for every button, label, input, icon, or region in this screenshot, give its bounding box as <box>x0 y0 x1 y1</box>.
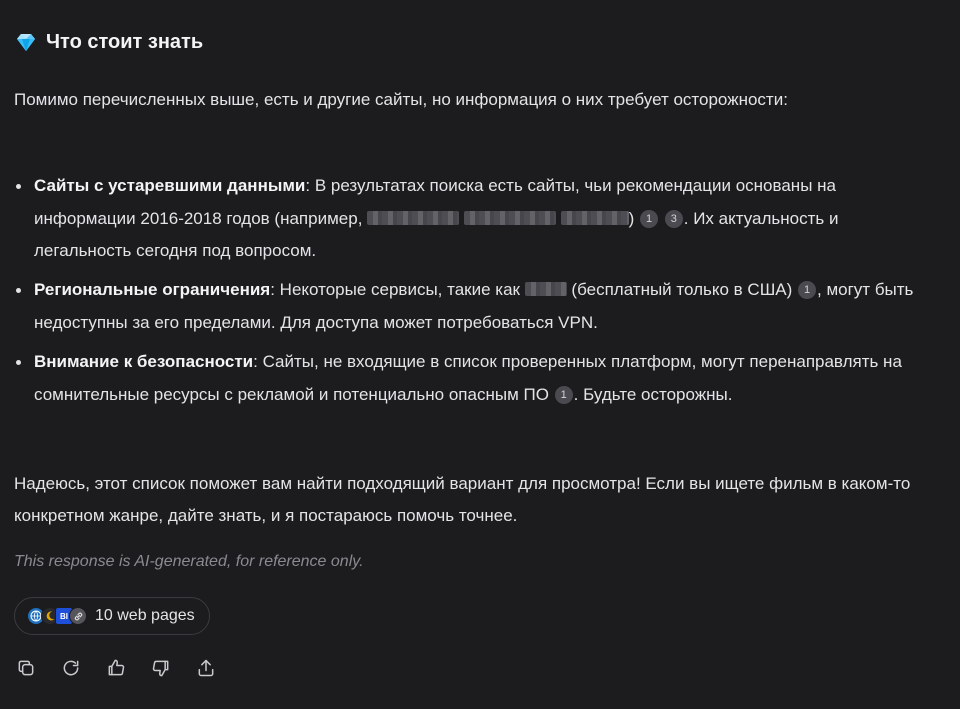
bi-favicon-icon: BI <box>55 607 73 625</box>
thumbs-up-icon <box>106 658 126 678</box>
redacted-text <box>525 282 567 296</box>
citation-badge[interactable]: 1 <box>555 386 573 404</box>
share-button[interactable] <box>194 656 218 680</box>
list-item: Региональные ограничения: Некоторые сервисы, такие как (бесплатный только в США) 1 , могут быть недоступны за его пределами. Для доступа может потребоваться VPN. <box>14 274 934 340</box>
heading-title: Что стоит знать <box>46 30 204 53</box>
web-sources-button[interactable] <box>14 597 210 635</box>
sources-count-label: 10 web pages <box>95 607 195 624</box>
redacted-text <box>367 211 459 225</box>
thumbs-down-icon <box>151 658 171 678</box>
citation-badge[interactable]: 3 <box>665 210 683 228</box>
thumbs-down-button[interactable] <box>149 656 173 680</box>
redacted-text <box>561 211 629 225</box>
bullet-title: Региональные ограничения <box>34 280 271 299</box>
copy-button[interactable] <box>14 656 38 680</box>
share-icon <box>196 658 216 678</box>
closing-paragraph: Надеюсь, этот список поможет вам найти подходящий вариант для просмотра! Если вы ищете фильм в каком-то конкретном жанре, дайте знать, и я постараюсь помочь точнее. <box>14 474 911 525</box>
source-favicons <box>27 607 87 625</box>
bullet-title: Сайты с устаревшими данными <box>34 176 306 195</box>
bullet-list <box>14 170 934 450</box>
list-item: Внимание к безопасности: Сайты, не входящие в список проверенных платформ, могут перенаправлять на сомнительные ресурсы с рекламой и потенциально опасным ПО 1 . Будьте осторожны. <box>14 346 934 444</box>
copy-icon <box>16 658 36 678</box>
thumbs-up-button[interactable] <box>104 656 128 680</box>
regenerate-button[interactable] <box>59 656 83 680</box>
citation-badge[interactable]: 1 <box>640 210 658 228</box>
section-heading <box>14 30 203 54</box>
link-favicon-icon <box>69 607 87 625</box>
redacted-text <box>464 211 556 225</box>
message-actions <box>14 656 239 680</box>
regenerate-icon <box>61 658 81 678</box>
bullet-title: Внимание к безопасности <box>34 352 254 371</box>
intro-paragraph: Помимо перечисленных выше, есть и другие сайты, но информация о них требует осторожности: <box>14 90 788 109</box>
citation-badge[interactable]: 1 <box>798 281 816 299</box>
list-item: Сайты с устаревшими данными: В результатах поиска есть сайты, чьи рекомендации основаны на информации 2016-2018 годов (например, ) 1 3 . Их актуальность и легальность сегодня под вопросом. <box>14 170 934 268</box>
ai-disclaimer: This response is AI-generated, for reference only. <box>14 553 364 570</box>
gem-icon <box>14 30 38 54</box>
